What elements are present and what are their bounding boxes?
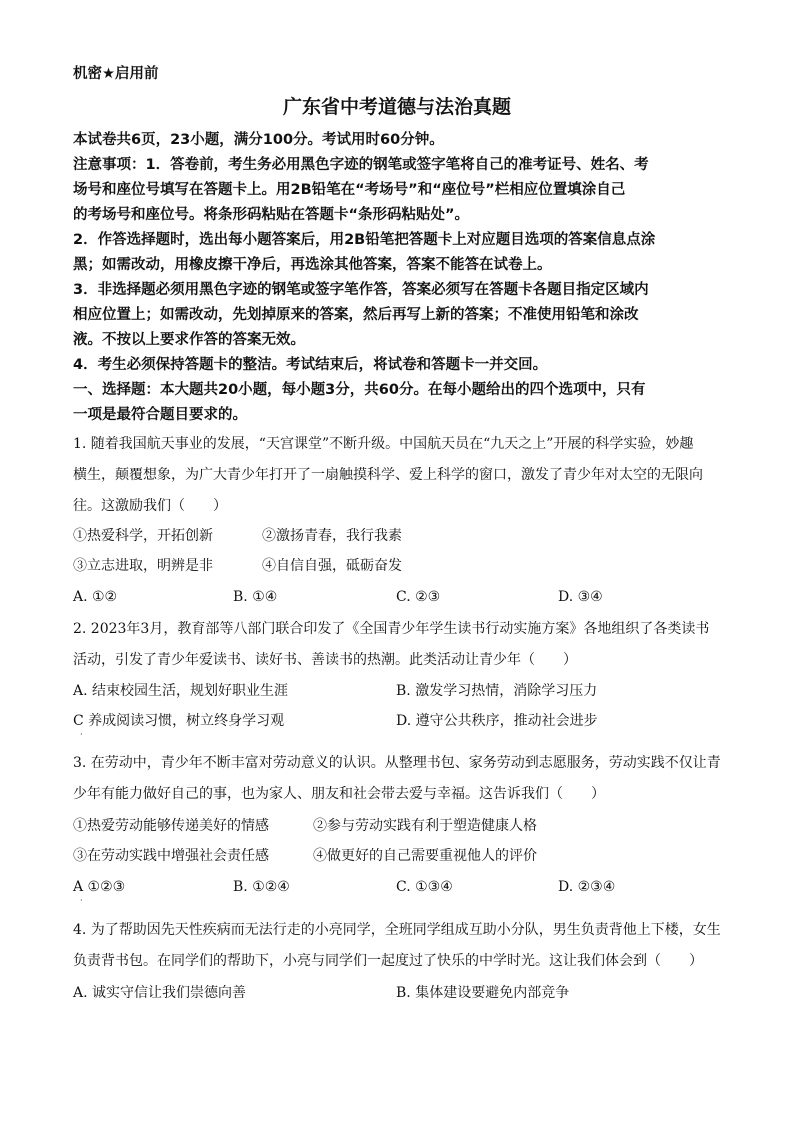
section-heading: 一项是最符合题目要求的。 [73,407,247,423]
q2-option-a: A. 结束校园生活，规划好职业生涯 [73,683,289,699]
q3-statement-4: ④做更好的自己需要重视他人的评价 [313,848,537,864]
question-4-line: 负责背书包。在同学们的帮助下，小亮与同学们一起度过了快乐的中学时光。这让我们体会到（ ） [73,953,703,969]
intro-line: 注意事项：1．答卷前，考生务必用黑色字迹的钢笔或签字笔将自己的准考证号、姓名、考 [73,157,649,173]
confidential-label: 机密★启用前 [73,66,159,82]
question-2-line: 2. 2023年3月，教育部等八部门联合印发了《全国青少年学生读书行动实施方案》各地组织了各类读书 [73,621,710,637]
scan-dot: · [80,730,83,739]
q1-statement-2: ②激扬青春，我行我素 [262,528,402,544]
q1-option-d: D. ③④ [558,589,603,605]
intro-line: 黑；如需改动，用橡皮擦干净后，再选涂其他答案，答案不能答在试卷上。 [73,257,552,273]
q2-option-b: B. 激发学习热情，消除学习压力 [396,683,598,699]
q3-statement-1: ①热爱劳动能够传递美好的情感 [73,818,269,834]
q3-option-a: A ①②③ [73,879,126,895]
intro-line: 2．作答选择题时，选出每小题答案后，用2B铅笔把答题卡上对应题目选项的答案信息点涂 [73,232,656,248]
question-1-line: 往。这激励我们（ ） [73,498,227,514]
q3-option-b: B. ①②④ [233,879,290,895]
q3-option-c: C. ①③④ [396,879,453,895]
q2-option-c: C 养成阅读习惯，树立终身学习观 [73,713,285,729]
q1-option-a: A. ①② [73,589,118,605]
intro-line: 场号和座位号填写在答题卡上。用2B铅笔在“考场号”和“座位号”栏相应位置填涂自己 [73,182,626,198]
intro-line: 相应位置上；如需改动，先划掉原来的答案，然后再写上新的答案；不准使用铅笔和涂改 [73,307,639,323]
question-1-line: 横生，颠覆想象，为广大青少年打开了一扇触摸科学、爱上科学的窗口，激发了青少年对太空的无限向 [73,467,703,483]
q1-statement-3: ③立志进取，明辨是非 [73,558,213,574]
intro-line: 液。不按以上要求作答的答案无效。 [73,332,305,348]
q1-statement-4: ④自信自强，砥砺奋发 [262,558,402,574]
question-2-line: 活动，引发了青少年爱读书、读好书、善读书的热潮。此类活动让青少年（ ） [73,652,577,668]
q3-statement-3: ③在劳动实践中增强社会责任感 [73,848,269,864]
q3-option-d: D. ②③④ [558,879,616,895]
intro-line: 的考场号和座位号。将条形码粘贴在答题卡“条形码粘贴处”。 [73,207,470,223]
q2-option-d: D. 遵守公共秩序，推动社会进步 [396,713,598,729]
q1-option-c: C. ②③ [396,589,441,605]
q4-option-a: A. 诚实守信让我们崇德向善 [73,985,247,1001]
q3-statement-2: ②参与劳动实践有利于塑造健康人格 [313,818,537,834]
question-3-line: 3. 在劳动中，青少年不断丰富对劳动意义的认识。从整理书包、家务劳动到志愿服务，劳动实践不仅让青 [73,755,721,771]
intro-line: 3．非选择题必须用黑色字迹的钢笔或签字笔作答，答案必须写在答题卡各题目指定区域内 [73,282,649,298]
intro-line: 本试卷共6页，23小题，满分100分。考试用时60分钟。 [73,132,444,148]
section-heading: 一、选择题：本大题共20小题，每小题3分，共60分。在每小题给出的四个选项中，只有 [73,382,646,398]
scan-dot: · [80,896,83,905]
q1-statement-1: ①热爱科学，开拓创新 [73,528,213,544]
intro-line: 4．考生必须保持答题卡的整洁。考试结束后，将试卷和答题卡一并交回。 [73,357,548,373]
q4-option-b: B. 集体建设要避免内部竞争 [396,985,570,1001]
question-3-line: 少年有能力做好自己的事，也为家人、朋友和社会带去爱与幸福。这告诉我们（ ） [73,786,605,802]
q1-option-b: B. ①④ [233,589,278,605]
question-1-line: 1. 随着我国航天事业的发展，“天宫课堂”不断升级。中国航天员在“九天之上”开展的科学实验，妙趣 [73,436,694,452]
page-title: 广东省中考道德与法治真题 [282,96,511,118]
question-4-line: 4. 为了帮助因先天性疾病而无法行走的小亮同学，全班同学组成互助小分队，男生负责背他上下楼，女生 [73,922,721,938]
